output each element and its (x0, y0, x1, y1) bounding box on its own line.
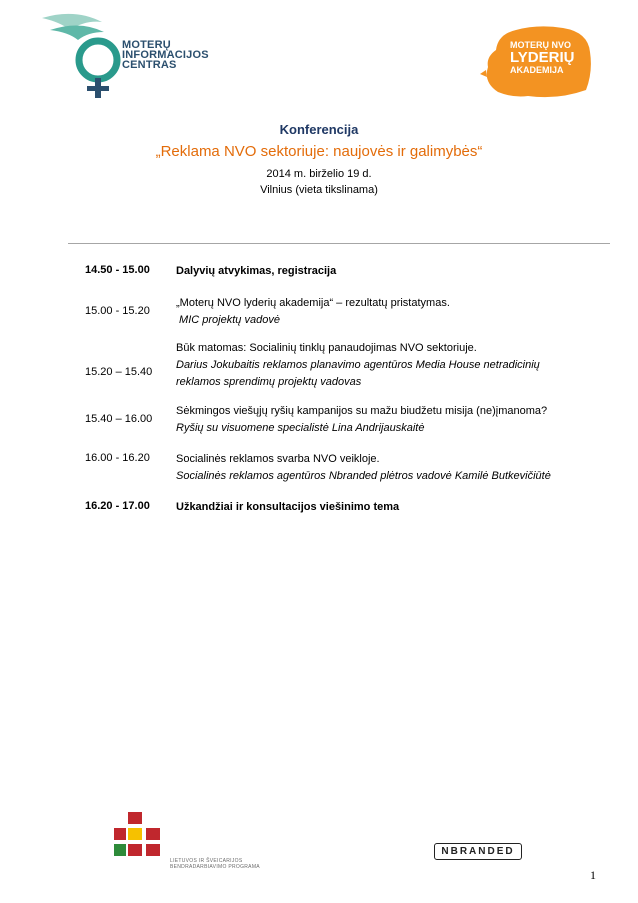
agenda-line: Sėkmingos viešųjų ryšių kampanijos su mažu biudžetu misija (ne)įmanoma? (176, 405, 548, 417)
agenda-item (176, 340, 596, 391)
agenda-line: Ryšių su visuomene specialistė Lina Andrijauskaitė (176, 422, 425, 434)
nvo-logo-line: LYDERIŲ (510, 49, 575, 66)
agenda-time: 15.00 - 15.20 (85, 305, 150, 317)
event-date: 2014 m. birželio 19 d. (266, 168, 372, 180)
horizontal-rule (68, 243, 610, 244)
event-place: Vilnius (vieta tikslinama) (260, 184, 378, 196)
agenda-item (176, 403, 596, 437)
lithuania-switzerland-program-logo (112, 812, 182, 864)
program-text (170, 858, 260, 870)
agenda-item (176, 499, 596, 516)
agenda-line: Dalyvių atvykimas, registracija (176, 265, 337, 277)
agenda-time: 15.20 – 15.40 (85, 366, 153, 378)
agenda-time: 15.40 – 16.00 (85, 413, 153, 425)
agenda-time: 16.20 - 17.00 (85, 500, 150, 512)
agenda-time: 16.00 - 16.20 (85, 452, 150, 464)
nbranded-logo: NBRANDED (434, 843, 522, 860)
nvo-logo-line: AKADEMIJA (510, 65, 564, 75)
mic-logo-line: INFORMACIJOS (122, 49, 209, 61)
agenda-item (176, 451, 596, 485)
agenda-line: Būk matomas: Socialinių tinklų panaudojimas NVO sektoriuje. (176, 342, 477, 354)
mic-logo-line: CENTRAS (122, 59, 177, 71)
mic-logo-line: MOTERŲ (122, 39, 171, 51)
agenda-item (176, 295, 596, 329)
page-number: 1 (590, 868, 596, 882)
nvo-logo-text (510, 40, 580, 75)
program-text-line: BENDRADARBIAVIMO PROGRAMA (170, 864, 260, 870)
agenda-line: Socialinės reklamos agentūros Nbranded plėtros vadovė Kamilė Butkevičiūtė (176, 470, 551, 482)
agenda-item (176, 263, 596, 280)
agenda-line: MIC projektų vadovė (176, 314, 280, 326)
agenda-time: 14.50 - 15.00 (85, 264, 150, 276)
mic-logo-text (122, 40, 209, 70)
agenda-line: Darius Jokubaitis reklamos planavimo agentūros Media House netradicinių (176, 359, 540, 371)
event-type: Konferencija (279, 122, 359, 137)
agenda-line: Socialinės reklamos svarba NVO veikloje. (176, 453, 380, 465)
agenda-line: „Moterų NVO lyderių akademija“ – rezultatų pristatymas. (176, 297, 450, 309)
agenda-line: Užkandžiai ir konsultacijos viešinimo tema (176, 501, 400, 513)
event-title: „Reklama NVO sektoriuje: naujovės ir galimybės“ (155, 143, 483, 160)
agenda-line: reklamos sprendimų projektų vadovas (176, 376, 362, 388)
nvo-logo-line: MOTERŲ NVO (510, 40, 572, 50)
program-text-line: LIETUVOS IR ŠVEICARIJOS (170, 858, 243, 864)
